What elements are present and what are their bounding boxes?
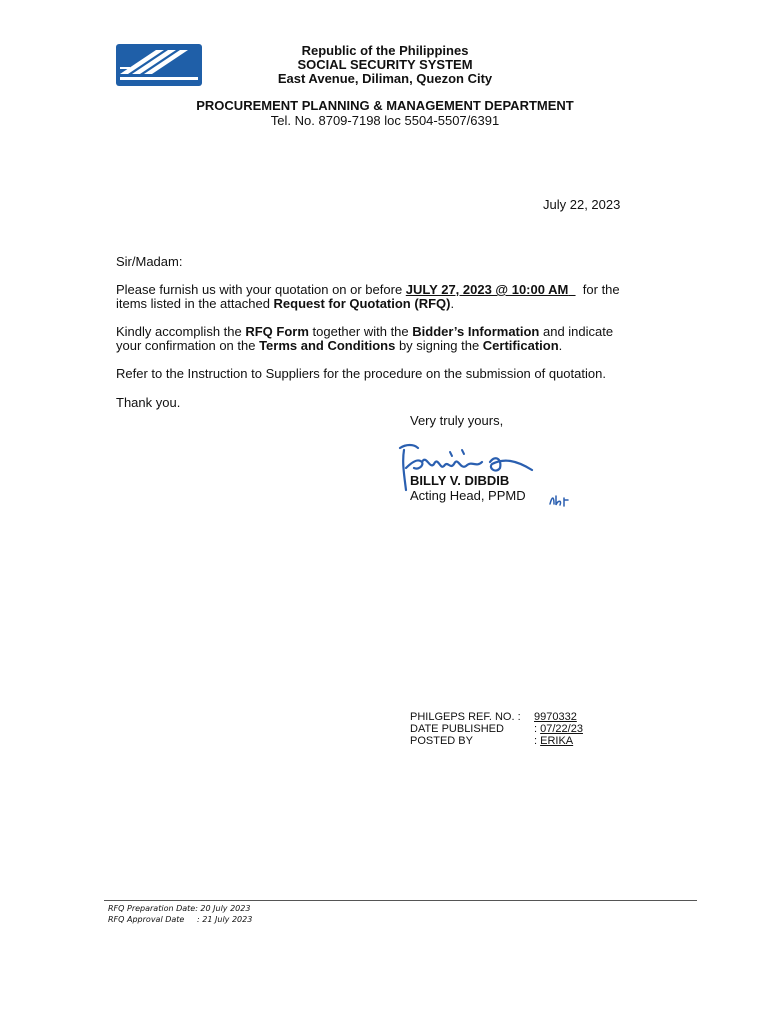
paragraph-3: Refer to the Instruction to Suppliers for the procedure on the submission of quotation.: [116, 366, 606, 381]
header-department: PROCUREMENT PLANNING & MANAGEMENT DEPARTMENT: [196, 98, 574, 113]
salutation: Sir/Madam:: [116, 254, 183, 269]
paragraph-2-line-2: [116, 339, 562, 353]
date-published-label: [410, 723, 534, 735]
header-republic: Republic of the Philippines: [301, 43, 469, 58]
p1-post: for the: [582, 282, 620, 297]
p1-line2-post: .: [450, 296, 455, 311]
deadline: JULY 27, 2023 @ 10:00 AM: [405, 282, 569, 297]
philgeps-label: PHILGEPS REF. NO. :: [410, 711, 521, 723]
initials: [548, 492, 572, 508]
philgeps-row: [410, 711, 577, 723]
date-sep: :: [534, 723, 538, 735]
footer-prep-date: RFQ Preparation Date: 20 July 2023: [108, 904, 251, 913]
posted-by-value: ERIKA: [540, 735, 574, 747]
date-published-label-text: DATE PUBLISHED: [410, 723, 504, 735]
posted-sep: :: [534, 735, 538, 747]
p1-pre: Please furnish us with your quotation on or before: [116, 282, 406, 297]
terms-and-conditions: Terms and Conditions: [259, 338, 396, 353]
closing: Very truly yours,: [410, 413, 504, 428]
rfq-reference: Request for Quotation (RFQ): [273, 296, 451, 311]
certification: Certification: [482, 338, 559, 353]
letter-date: July 22, 2023: [543, 197, 621, 212]
p2-text-e: and indicate: [539, 324, 614, 339]
footer-approval-date: RFQ Approval Date : 21 July 2023: [108, 915, 253, 924]
philgeps-value: 9970332: [534, 711, 577, 723]
p2-text-f: your confirmation on the: [116, 338, 260, 353]
p2-text-j: .: [558, 338, 563, 353]
posted-by-label: [410, 735, 534, 747]
posted-by-row: [410, 735, 573, 747]
p2-text-c: together with the: [308, 324, 413, 339]
date-published-value: 07/22/23: [540, 723, 583, 735]
date-published-row: [410, 723, 583, 735]
header-address: East Avenue, Diliman, Quezon City: [277, 71, 493, 86]
paragraph-1-line-2: [116, 297, 454, 311]
paragraph-1-line-1: [116, 283, 620, 297]
signatory-name: BILLY V. DIBDIB: [410, 473, 510, 488]
p2-text-a: Kindly accomplish the: [116, 324, 246, 339]
p1-line2-pre: items listed in the attached: [116, 296, 274, 311]
header-agency: SOCIAL SECURITY SYSTEM: [297, 57, 473, 72]
footer-divider: [104, 900, 697, 901]
thank-you: Thank you.: [116, 395, 181, 410]
posted-by-label-text: POSTED BY: [410, 735, 473, 747]
signatory-title: Acting Head, PPMD: [410, 488, 526, 503]
header-tel: Tel. No. 8709-7198 loc 5504-5507/6391: [270, 113, 500, 128]
rfq-form: RFQ Form: [245, 324, 309, 339]
p2-text-h: by signing the: [395, 338, 483, 353]
paragraph-2-line-1: [116, 325, 613, 339]
bidders-information: Bidder’s Information: [412, 324, 540, 339]
